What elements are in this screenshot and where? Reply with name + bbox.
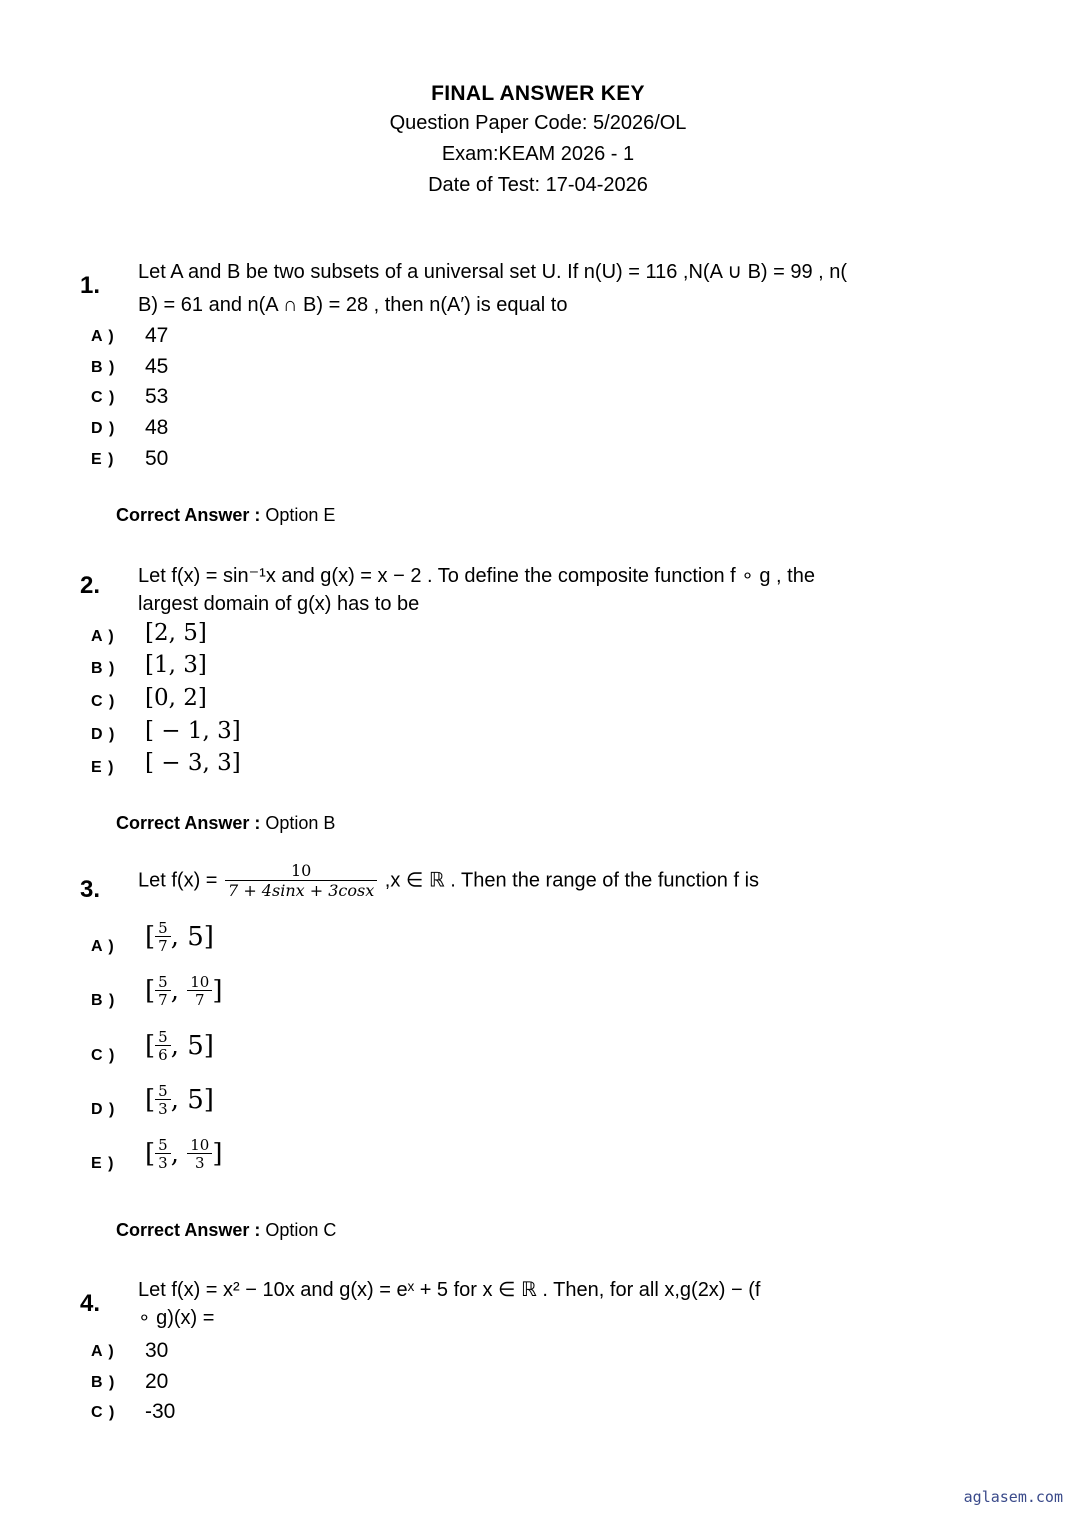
option-value: [ $\frac{5}{7}$ , 5]	[145, 919, 214, 955]
correct-answer-value: Option E	[265, 505, 336, 525]
option-label: A )	[91, 328, 115, 345]
option-label: B )	[91, 992, 116, 1009]
option-label: C )	[91, 389, 116, 406]
option-label: C )	[91, 693, 116, 710]
option-label: C )	[91, 1047, 116, 1064]
correct-answer-label: Correct Answer :	[116, 505, 261, 525]
question-number: 1.	[80, 272, 101, 299]
option-value: [ $\frac{5}{7}$ , $\frac{10}{7}$ ]	[145, 973, 223, 1009]
question-fraction	[225, 862, 377, 900]
option-value: 53	[145, 385, 169, 408]
option-label: D )	[91, 420, 116, 437]
fraction-numerator: 10	[290, 861, 312, 880]
question-line: Let f(x) = sin⁻¹x and g(x) = x − 2 . To define the composite function f ∘ g , the	[138, 565, 815, 587]
footer-watermark: aglasem.com	[963, 1488, 1063, 1506]
option-label: D )	[91, 726, 116, 743]
correct-answer	[116, 505, 335, 526]
option-label: E )	[91, 451, 115, 468]
question-text	[138, 256, 1008, 322]
question-text	[138, 562, 1008, 618]
option-value: [0, 2]	[145, 685, 207, 711]
correct-answer-value: Option B	[265, 813, 336, 833]
fraction: $\frac{10}{7}$	[187, 974, 212, 1008]
option-label: E )	[91, 759, 115, 776]
question-number: 2.	[80, 572, 101, 599]
option-value: [ $\frac{5}{6}$ , 5]	[145, 1028, 214, 1064]
correct-answer	[116, 813, 335, 834]
correct-answer-label: Correct Answer :	[116, 813, 261, 833]
question-text	[138, 862, 1008, 900]
document-title: FINAL ANSWER KEY	[431, 82, 645, 105]
option-value: 47	[145, 324, 169, 347]
question-line: ∘ g)(x) =	[138, 1307, 215, 1329]
option-label: A )	[91, 628, 115, 645]
option-value: 30	[145, 1339, 169, 1362]
question-line: Let A and B be two subsets of a universal set U. If n(U) = 116 ,N(A ∪ B) = 99 , n(	[138, 261, 848, 283]
fraction: $\frac{5}{3}$	[155, 1083, 171, 1117]
correct-answer-value: Option C	[265, 1220, 337, 1240]
option-value: [ $\frac{5}{3}$ , 5]	[145, 1082, 214, 1118]
exam-name: Exam:KEAM 2026 - 1	[441, 143, 635, 165]
question-line: largest domain of g(x) has to be	[138, 593, 420, 615]
option-label: A )	[91, 938, 115, 955]
option-value: 20	[145, 1370, 169, 1393]
question-line: Let f(x) = x² − 10x and g(x) = eˣ + 5 for x ∈ ℝ . Then, for all x,g(2x) − (f	[138, 1279, 761, 1301]
option-value: -30	[145, 1400, 176, 1423]
option-label: A )	[91, 1343, 115, 1360]
option-value: [1, 3]	[145, 652, 207, 678]
option-value: 50	[145, 447, 169, 470]
document-header	[0, 80, 1076, 201]
fraction: $\frac{10}{3}$	[187, 1137, 212, 1171]
fraction-denominator: 7 + 4sinx + 3cosx	[225, 880, 377, 900]
option-value: [ $\frac{5}{3}$ , $\frac{10}{3}$ ]	[145, 1136, 223, 1172]
option-label: D )	[91, 1101, 116, 1118]
option-value: [ − 3, 3]	[145, 750, 241, 776]
question-text	[138, 1276, 1008, 1332]
question-suffix: ,x ∈ ℝ . Then the range of the function f is	[384, 869, 760, 892]
option-label: B )	[91, 1374, 116, 1391]
fraction: $\frac{5}{6}$	[155, 1029, 171, 1063]
paper-code: Question Paper Code: 5/2026/OL	[389, 112, 687, 134]
option-label: C )	[91, 1404, 116, 1421]
fraction: $\frac{5}{7}$	[155, 920, 171, 954]
correct-answer-label: Correct Answer :	[116, 1220, 261, 1240]
question-prefix: Let f(x) =	[138, 869, 218, 892]
option-label: B )	[91, 359, 116, 376]
correct-answer	[116, 1220, 336, 1241]
option-value: 45	[145, 355, 169, 378]
option-label: E )	[91, 1155, 115, 1172]
option-label: B )	[91, 660, 116, 677]
fraction: $\frac{5}{7}$	[155, 974, 171, 1008]
question-number: 4.	[80, 1290, 101, 1317]
test-date: Date of Test: 17-04-2026	[428, 174, 648, 196]
question-line: B) = 61 and n(A ∩ B) = 28 , then n(A′) is equal to	[138, 294, 568, 316]
option-value: [ − 1, 3]	[145, 718, 241, 744]
option-value: 48	[145, 416, 169, 439]
fraction: $\frac{5}{3}$	[155, 1137, 171, 1171]
question-number: 3.	[80, 876, 101, 903]
option-value: [2, 5]	[145, 620, 207, 646]
